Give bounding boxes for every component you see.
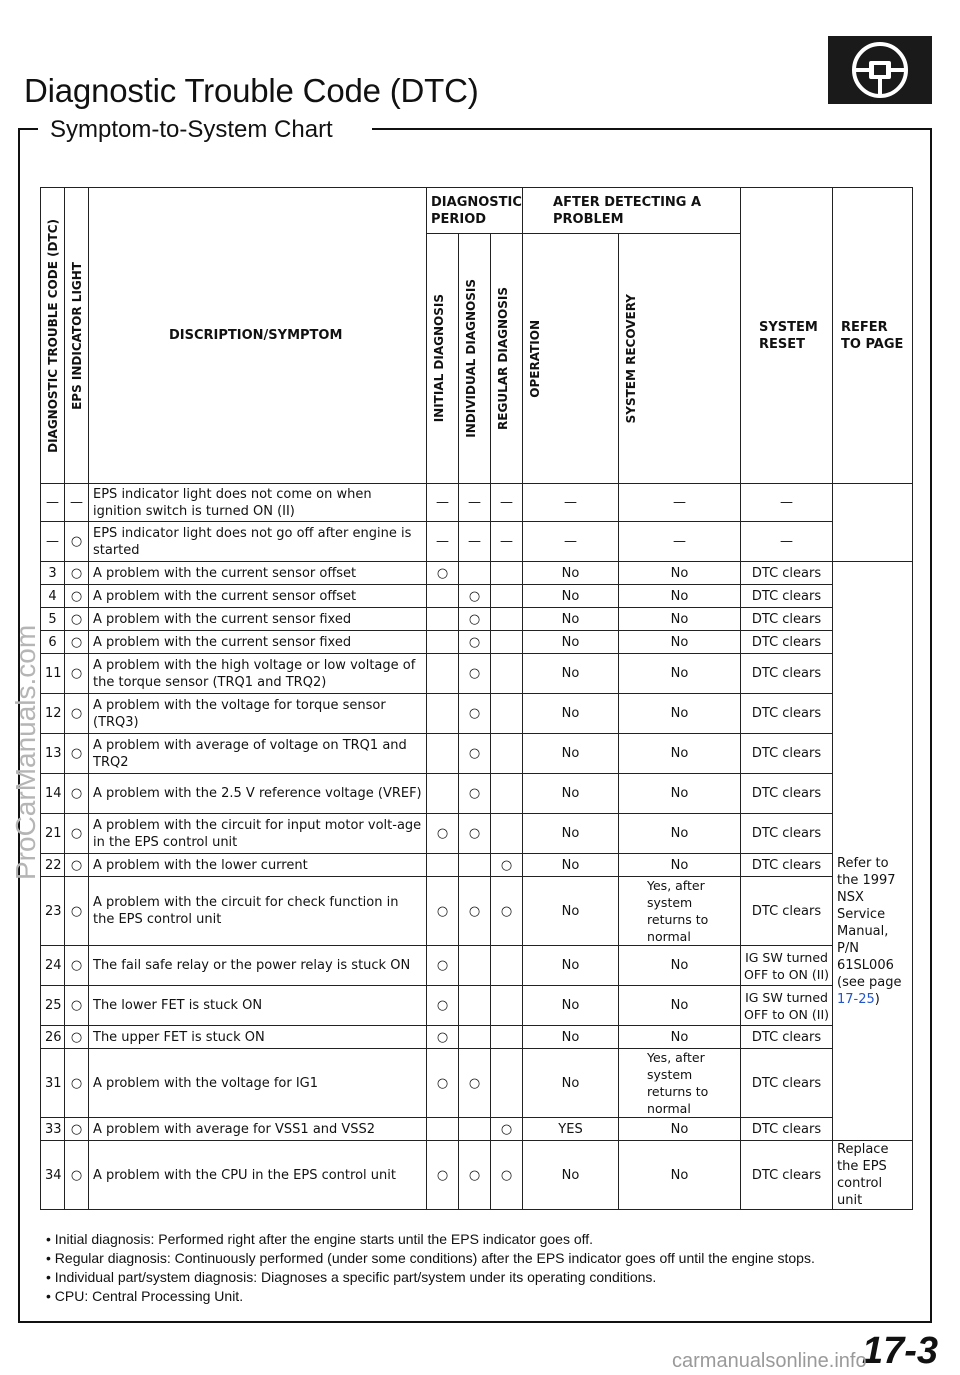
dtc-cell: 4 — [41, 585, 65, 608]
footer-watermark: carmanualsonline.info — [672, 1350, 867, 1372]
individual-cell — [459, 1026, 491, 1049]
recovery-cell: — — [619, 484, 741, 522]
indicator-cell: ○ — [65, 694, 89, 734]
initial-cell — [427, 734, 459, 774]
recovery-cell: No — [619, 734, 741, 774]
operation-cell: No — [523, 1026, 619, 1049]
dtc-cell: 33 — [41, 1118, 65, 1141]
regular-cell: ○ — [491, 1141, 523, 1210]
individual-cell: — — [459, 484, 491, 522]
description-cell: A problem with average of voltage on TRQ1 and TRQ2 — [89, 734, 427, 774]
regular-cell — [491, 774, 523, 814]
dtc-cell: 12 — [41, 694, 65, 734]
indicator-cell: ○ — [65, 734, 89, 774]
table-row — [41, 654, 913, 694]
operation-cell: No — [523, 562, 619, 585]
table-row — [41, 522, 913, 562]
dtc-cell: 5 — [41, 608, 65, 631]
individual-cell: ○ — [459, 694, 491, 734]
indicator-cell: ○ — [65, 1118, 89, 1141]
reset-cell: DTC clears — [741, 1141, 833, 1210]
dtc-cell: 31 — [41, 1049, 65, 1118]
individual-cell: ○ — [459, 585, 491, 608]
description-cell: EPS indicator light does not come on when ignition switch is turned ON (II) — [89, 484, 427, 522]
operation-cell: No — [523, 1049, 619, 1118]
recovery-cell: Yes, after system returns to normal — [619, 877, 741, 946]
header-diagnostic-period: DIAGNOSTIC PERIOD — [427, 188, 523, 234]
regular-cell — [491, 631, 523, 654]
initial-cell — [427, 694, 459, 734]
reset-cell: DTC clears — [741, 562, 833, 585]
description-cell: A problem with the circuit for check function in the EPS control unit — [89, 877, 427, 946]
description-cell: A problem with the current sensor fixed — [89, 631, 427, 654]
footnotes — [46, 1230, 815, 1306]
reset-cell: DTC clears — [741, 814, 833, 854]
frame-top-line — [372, 128, 932, 130]
reset-cell: DTC clears — [741, 1049, 833, 1118]
indicator-cell: ○ — [65, 631, 89, 654]
frame-bottom-line — [18, 1321, 932, 1323]
regular-cell — [491, 986, 523, 1026]
regular-cell — [491, 946, 523, 986]
initial-cell: — — [427, 522, 459, 562]
regular-cell — [491, 694, 523, 734]
description-cell: The lower FET is stuck ON — [89, 986, 427, 1026]
reset-cell: DTC clears — [741, 774, 833, 814]
operation-cell: No — [523, 608, 619, 631]
reset-cell: DTC clears — [741, 608, 833, 631]
table-row — [41, 986, 913, 1026]
description-cell: A problem with average for VSS1 and VSS2 — [89, 1118, 427, 1141]
reset-cell: — — [741, 484, 833, 522]
initial-cell: ○ — [427, 814, 459, 854]
reset-cell: DTC clears — [741, 877, 833, 946]
table-row — [41, 694, 913, 734]
reset-cell: DTC clears — [741, 1026, 833, 1049]
header-individual-diagnosis: INDIVIDUAL DIAGNOSIS — [459, 234, 491, 484]
individual-cell — [459, 1118, 491, 1141]
recovery-cell: No — [619, 1026, 741, 1049]
table-row — [41, 484, 913, 522]
table-row — [41, 814, 913, 854]
description-cell: A problem with the 2.5 V reference voltage (VREF) — [89, 774, 427, 814]
individual-cell: ○ — [459, 654, 491, 694]
table-row — [41, 585, 913, 608]
refer-replace-cell: Replace the EPS control unit — [833, 1141, 913, 1210]
indicator-cell: ○ — [65, 585, 89, 608]
header-after-detecting: AFTER DETECTING A PROBLEM — [523, 188, 741, 234]
frame-top-left-line — [18, 128, 38, 130]
reset-cell: IG SW turned OFF to ON (II) — [741, 986, 833, 1026]
table-row — [41, 877, 913, 946]
regular-cell: ○ — [491, 854, 523, 877]
individual-cell: ○ — [459, 631, 491, 654]
steering-wheel-icon — [828, 36, 932, 104]
dtc-cell: 6 — [41, 631, 65, 654]
recovery-cell: No — [619, 1141, 741, 1210]
dtc-cell: 34 — [41, 1141, 65, 1210]
table-row — [41, 774, 913, 814]
initial-cell: ○ — [427, 986, 459, 1026]
footnote-cpu: • CPU: Central Processing Unit. — [46, 1288, 244, 1304]
table-row — [41, 734, 913, 774]
recovery-cell: No — [619, 654, 741, 694]
operation-cell: No — [523, 654, 619, 694]
operation-cell: No — [523, 1141, 619, 1210]
table-row — [41, 854, 913, 877]
individual-cell — [459, 854, 491, 877]
operation-cell: No — [523, 585, 619, 608]
table-row — [41, 608, 913, 631]
initial-cell — [427, 631, 459, 654]
header-system-reset: SYSTEM RESET — [741, 188, 833, 484]
indicator-cell: ○ — [65, 1049, 89, 1118]
recovery-cell: No — [619, 774, 741, 814]
regular-cell — [491, 585, 523, 608]
regular-cell — [491, 814, 523, 854]
reset-cell: DTC clears — [741, 631, 833, 654]
page-title: Diagnostic Trouble Code (DTC) — [24, 72, 479, 109]
indicator-cell: ○ — [65, 877, 89, 946]
regular-cell: ○ — [491, 877, 523, 946]
initial-cell: ○ — [427, 1049, 459, 1118]
dtc-cell: 22 — [41, 854, 65, 877]
initial-cell: ○ — [427, 877, 459, 946]
footnote-regular: • Regular diagnosis: Continuously performed (under some conditions) after the EPS indicator goes off until the engine stops. — [46, 1250, 815, 1266]
header-regular-diagnosis: REGULAR DIAGNOSIS — [491, 234, 523, 484]
recovery-cell: No — [619, 608, 741, 631]
indicator-cell: ○ — [65, 522, 89, 562]
individual-cell: ○ — [459, 774, 491, 814]
indicator-cell: ○ — [65, 946, 89, 986]
indicator-cell: ○ — [65, 1026, 89, 1049]
operation-cell: — — [523, 484, 619, 522]
dtc-cell: 23 — [41, 877, 65, 946]
operation-cell: No — [523, 946, 619, 986]
header-operation: OPERATION — [523, 234, 619, 484]
regular-cell — [491, 734, 523, 774]
initial-cell: — — [427, 484, 459, 522]
recovery-cell: — — [619, 522, 741, 562]
indicator-cell: ○ — [65, 654, 89, 694]
indicator-cell: ○ — [65, 854, 89, 877]
refer-page-link[interactable]: 17-25 — [837, 991, 875, 1007]
dtc-cell: 3 — [41, 562, 65, 585]
individual-cell: ○ — [459, 814, 491, 854]
description-cell: A problem with the CPU in the EPS control unit — [89, 1141, 427, 1210]
table-row — [41, 1118, 913, 1141]
table-row — [41, 1026, 913, 1049]
reset-cell: IG SW turned OFF to ON (II) — [741, 946, 833, 986]
description-cell: A problem with the circuit for input motor volt-age in the EPS control unit — [89, 814, 427, 854]
individual-cell: ○ — [459, 734, 491, 774]
indicator-cell: ○ — [65, 608, 89, 631]
operation-cell: — — [523, 522, 619, 562]
individual-cell: ○ — [459, 1049, 491, 1118]
initial-cell: ○ — [427, 1026, 459, 1049]
table-row — [41, 562, 913, 585]
regular-cell — [491, 654, 523, 694]
regular-cell: ○ — [491, 1118, 523, 1141]
reset-cell: DTC clears — [741, 654, 833, 694]
dtc-cell: 21 — [41, 814, 65, 854]
individual-cell: ○ — [459, 608, 491, 631]
refer-close-paren: ) — [874, 991, 880, 1007]
dtc-cell: 26 — [41, 1026, 65, 1049]
recovery-cell: No — [619, 631, 741, 654]
reset-cell: DTC clears — [741, 854, 833, 877]
refer-empty-cell — [833, 484, 913, 562]
reset-cell: DTC clears — [741, 1118, 833, 1141]
watermark: ProCarManuals.com — [10, 624, 41, 880]
regular-cell: — — [491, 522, 523, 562]
header-eps-light: EPS INDICATOR LIGHT — [65, 188, 89, 484]
header-initial-diagnosis: INITIAL DIAGNOSIS — [427, 234, 459, 484]
page-subtitle: Symptom-to-System Chart — [50, 116, 333, 143]
dtc-cell: 11 — [41, 654, 65, 694]
reset-cell: DTC clears — [741, 734, 833, 774]
operation-cell: YES — [523, 1118, 619, 1141]
individual-cell — [459, 562, 491, 585]
footnote-initial: • Initial diagnosis: Performed right after the engine starts until the EPS indicator goes off. — [46, 1231, 594, 1247]
operation-cell: No — [523, 774, 619, 814]
indicator-cell: — — [65, 484, 89, 522]
description-cell: The fail safe relay or the power relay is stuck ON — [89, 946, 427, 986]
regular-cell — [491, 608, 523, 631]
header-refer-to-page: REFER TO PAGE — [833, 188, 913, 484]
table-row — [41, 1049, 913, 1118]
individual-cell: — — [459, 522, 491, 562]
header-system-recovery: SYSTEM RECOVERY — [619, 234, 741, 484]
header-description: DISCRIPTION/SYMPTOM — [89, 188, 427, 484]
symptom-to-system-table — [40, 187, 913, 1210]
initial-cell — [427, 774, 459, 814]
frame-right-line — [930, 128, 932, 1323]
description-cell: A problem with the high voltage or low voltage of the torque sensor (TRQ1 and TRQ2) — [89, 654, 427, 694]
description-cell: A problem with the voltage for IG1 — [89, 1049, 427, 1118]
table-row — [41, 1141, 913, 1210]
recovery-cell: No — [619, 694, 741, 734]
initial-cell — [427, 585, 459, 608]
reset-cell: — — [741, 522, 833, 562]
recovery-cell: No — [619, 562, 741, 585]
operation-cell: No — [523, 986, 619, 1026]
individual-cell — [459, 986, 491, 1026]
description-cell: A problem with the lower current — [89, 854, 427, 877]
description-cell: A problem with the current sensor offset — [89, 585, 427, 608]
dtc-cell: 13 — [41, 734, 65, 774]
initial-cell: ○ — [427, 946, 459, 986]
initial-cell: ○ — [427, 562, 459, 585]
dtc-cell: — — [41, 522, 65, 562]
initial-cell — [427, 1118, 459, 1141]
indicator-cell: ○ — [65, 814, 89, 854]
table-row — [41, 631, 913, 654]
recovery-cell: No — [619, 854, 741, 877]
reset-cell: DTC clears — [741, 694, 833, 734]
description-cell: EPS indicator light does not go off after engine is started — [89, 522, 427, 562]
description-cell: A problem with the voltage for torque sensor (TRQ3) — [89, 694, 427, 734]
regular-cell — [491, 1049, 523, 1118]
page-number: 17-3 — [862, 1330, 939, 1372]
regular-cell: — — [491, 484, 523, 522]
operation-cell: No — [523, 854, 619, 877]
indicator-cell: ○ — [65, 562, 89, 585]
individual-cell: ○ — [459, 877, 491, 946]
dtc-cell: — — [41, 484, 65, 522]
refer-manual-cell — [833, 562, 913, 1141]
dtc-cell: 25 — [41, 986, 65, 1026]
initial-cell: ○ — [427, 1141, 459, 1210]
recovery-cell: No — [619, 1118, 741, 1141]
table-row — [41, 946, 913, 986]
dtc-cell: 14 — [41, 774, 65, 814]
operation-cell: No — [523, 814, 619, 854]
footnote-individual: • Individual part/system diagnosis: Diagnoses a specific part/system under its operating conditions. — [46, 1269, 657, 1285]
recovery-cell: No — [619, 814, 741, 854]
individual-cell — [459, 946, 491, 986]
recovery-cell: No — [619, 986, 741, 1026]
description-cell: The upper FET is stuck ON — [89, 1026, 427, 1049]
regular-cell — [491, 1026, 523, 1049]
individual-cell: ○ — [459, 1141, 491, 1210]
regular-cell — [491, 562, 523, 585]
dtc-cell: 24 — [41, 946, 65, 986]
recovery-cell: No — [619, 946, 741, 986]
operation-cell: No — [523, 694, 619, 734]
operation-cell: No — [523, 877, 619, 946]
recovery-cell: No — [619, 585, 741, 608]
description-cell: A problem with the current sensor offset — [89, 562, 427, 585]
initial-cell — [427, 608, 459, 631]
operation-cell: No — [523, 631, 619, 654]
indicator-cell: ○ — [65, 1141, 89, 1210]
initial-cell — [427, 854, 459, 877]
recovery-cell: Yes, after system returns to normal — [619, 1049, 741, 1118]
initial-cell — [427, 654, 459, 694]
reset-cell: DTC clears — [741, 585, 833, 608]
description-cell: A problem with the current sensor fixed — [89, 608, 427, 631]
indicator-cell: ○ — [65, 986, 89, 1026]
operation-cell: No — [523, 734, 619, 774]
refer-manual-text: Refer to the 1997 NSX Service Manual, P/N 61SL006 (see page — [837, 855, 902, 990]
header-dtc: DIAGNOSTIC TROUBLE CODE (DTC) — [41, 188, 65, 484]
indicator-cell: ○ — [65, 774, 89, 814]
